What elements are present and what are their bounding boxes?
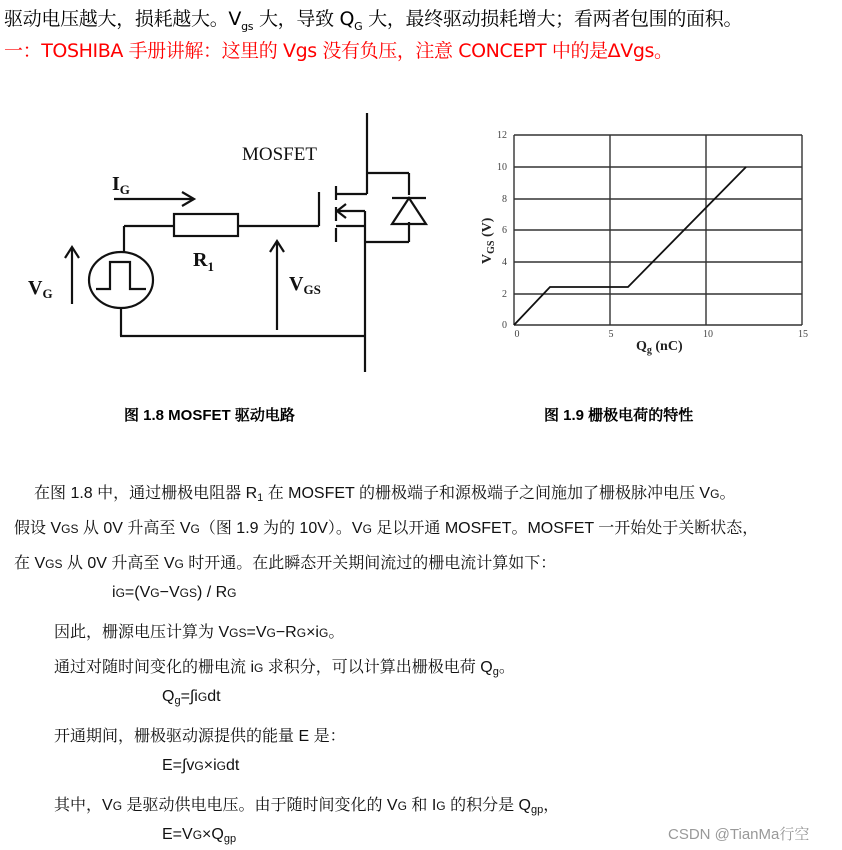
header-line-2: 一：TOSHIBA 手册讲解：这里的 Vgs 没有负压，注意 CONCEPT 中的是ΔVgs。 [4,40,673,62]
paragraph-5: 通过对随时间变化的栅电流 iG 求积分，可以计算出栅极电荷 $Q_g$。 [54,659,515,678]
text-seg: 大，导致 Q [253,8,355,30]
equation-gate-charge: $Q_g=\int iGdt$ [162,688,221,707]
chart-series-line [514,167,746,325]
paragraph-7: 其中，VG 是驱动供电电压。由于随时间变化的 VG 和 IG 的积分是 $Q_{gp}$， [54,797,560,816]
y-tick: 6 [502,225,507,236]
text-seg: 大，最终驱动损耗增大；看两者包围的面积。 [362,8,743,30]
subscript: gs [241,19,254,33]
r1-label: $R_1$ [193,249,214,274]
paragraph-1: 在图 1.8 中，通过栅极电阻器 $R_1$ 在 MOSFET 的栅极端子和源极端子之间施加了栅极脉冲电压 VG。 [34,485,736,504]
x-axis-label: $Q_g$ (nC) [636,339,683,356]
figure-1-9-caption: 图 1.9 栅极电荷的特性 [544,407,694,424]
equation-energy-integral: E=∫vG×iGdt [162,757,240,774]
mosfet-drive-circuit-diagram [0,100,460,390]
x-tick: 5 [608,329,614,340]
watermark: CSDN @TianMa行空 [668,826,810,843]
mosfet-label: MOSFET [242,144,317,165]
x-tick: 10 [703,329,713,340]
y-tick: 2 [502,289,507,300]
subscript: G [354,19,363,33]
text-seg: 驱动电压越大，损耗越大。V [4,8,242,30]
vg-label: $V_G$ [28,277,53,301]
y-tick: 4 [502,257,507,268]
paragraph-6: 开通期间，栅极驱动源提供的能量 E 是： [54,728,346,745]
y-tick: 8 [502,194,507,205]
x-tick: 15 [798,329,808,340]
ig-label: $I_G$ [112,173,130,197]
paragraph-4: 因此，栅源电压计算为 VGS=VG−RG×iG。 [54,624,345,641]
equation-energy: $E=VG\times Q_{gp}$ [162,826,237,845]
y-tick: 0 [502,320,507,331]
figure-1-8-caption: 图 1.8 MOSFET 驱动电路 [124,407,295,424]
y-axis-label: $V_{GS}$ (V) [480,217,497,264]
vgs-label: $V_{GS}$ [289,273,321,297]
paragraph-2: 假设 VGS 从 0V 升高至 VG（图 1.9 为的 10V）。VG 足以开通 MOSFET。MOSFET 一开始处于关断状态， [14,520,759,537]
equation-gate-current: iG=(VG−VGS) / RG [112,584,237,601]
header-line-1 [4,4,742,33]
paragraph-3: 在 VGS 从 0V 升高至 VG 时开通。在此瞬态开关期间流过的栅电流计算如下： [14,555,557,572]
gate-charge-chart [460,115,820,365]
y-tick: 10 [497,162,507,173]
x-tick: 0 [514,329,520,340]
y-tick: 12 [497,130,507,141]
